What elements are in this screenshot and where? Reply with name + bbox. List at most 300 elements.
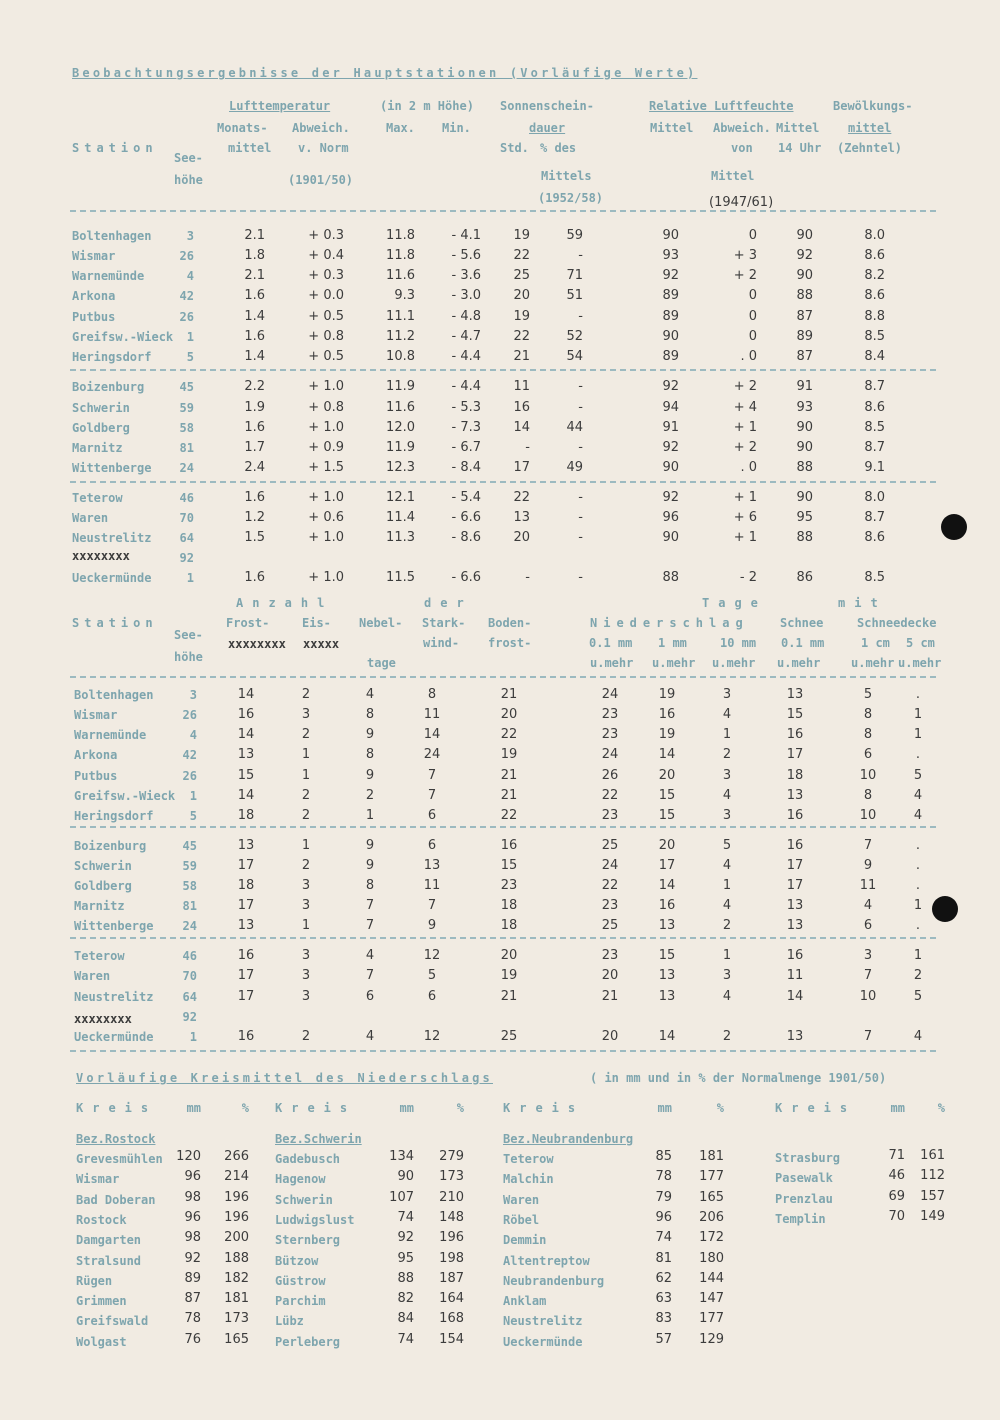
max-value: 11.8 [386, 248, 415, 263]
max-value: 10.8 [386, 349, 415, 364]
min-value: - 4.8 [451, 309, 481, 324]
kreis-mm-value: 84 [397, 1311, 414, 1326]
station-name: Waren [72, 511, 109, 525]
eistage-value: 2 [301, 687, 311, 702]
rf-mittel-value: 96 [662, 510, 679, 525]
kreis-mm-value: 134 [389, 1149, 414, 1164]
rf-14uhr-value: 88 [796, 288, 813, 303]
min-value: - 6.6 [451, 570, 481, 585]
rf-14uhr-value: 87 [796, 309, 813, 324]
kreis-pct-value: 181 [224, 1291, 249, 1306]
bewoelkung-value: 8.6 [864, 288, 885, 303]
starkwind-value: 12 [423, 1029, 441, 1044]
niederschlag-01-value: 23 [601, 707, 619, 722]
station-seehoehe: 58 [182, 879, 197, 893]
monatsmittel-value: 1.5 [244, 530, 265, 545]
rf-abweichung-value: 0 [748, 288, 757, 303]
rf-abweichung-value: + 2 [733, 440, 757, 455]
header-lufttemperatur: Lufttemperatur [229, 99, 331, 113]
niederschlag-1-value: 19 [658, 727, 676, 742]
header-abweichung: Abweich. [292, 121, 350, 135]
kreis-mm-value: 87 [184, 1291, 201, 1306]
abweichung-value: + 1.5 [308, 460, 344, 475]
kreis-name: Ueckermünde [503, 1335, 583, 1349]
kreis-name: Grevesmühlen [76, 1152, 163, 1166]
nebeltage-value: 2 [365, 788, 375, 803]
station-name: Marnitz [72, 441, 123, 455]
header-nebeltage: tage [367, 656, 396, 670]
punch-hole [941, 514, 967, 540]
kreis-name: Damgarten [76, 1233, 142, 1247]
schnee-01-value: 16 [786, 727, 804, 742]
schneedecke-5-value: . [915, 878, 921, 893]
kreis-col-header: Kreis [275, 1101, 357, 1115]
kreis-mm-value: 71 [888, 1148, 905, 1163]
niederschlag-01-value: 26 [601, 768, 619, 783]
header-n10-mm: 10 mm [720, 636, 757, 650]
station-seehoehe: 26 [179, 249, 194, 263]
niederschlag-01-value: 23 [601, 898, 619, 913]
nebeltage-value: 4 [365, 1029, 375, 1044]
kreis-mm-value: 74 [397, 1332, 414, 1347]
starkwind-value: 12 [423, 948, 441, 963]
eistage-value: 3 [301, 878, 311, 893]
station-seehoehe: 46 [179, 491, 194, 505]
schneedecke-1-value: 9 [863, 858, 873, 873]
nebeltage-value: 4 [365, 687, 375, 702]
sonnenschein-std: - [525, 570, 530, 585]
kreis-pct-value: 173 [439, 1169, 464, 1184]
bewoelkung-value: 8.7 [864, 379, 885, 394]
nebeltage-value: 8 [365, 747, 375, 762]
header-period-1952-58: (1952/58) [538, 191, 604, 205]
abweichung-value: + 0.6 [308, 510, 344, 525]
pct-col-header: % [241, 1101, 249, 1115]
station-name: Boizenburg [72, 380, 145, 394]
sonnenschein-std: 20 [513, 288, 530, 303]
dashed-divider [70, 1050, 936, 1052]
header-eis-crossed: xxxxx [303, 637, 340, 651]
schneedecke-5-value: . [915, 918, 921, 933]
nebeltage-value: 8 [365, 878, 375, 893]
rf-abweichung-value: + 1 [733, 530, 757, 545]
kreis-name: Neubrandenburg [503, 1274, 605, 1288]
rf-abweichung-value: - 2 [739, 570, 757, 585]
sonnenschein-pct: - [578, 248, 583, 263]
rf-mittel-value: 90 [662, 530, 679, 545]
kreis-name: Lübz [275, 1314, 304, 1328]
bodenfrost-value: 16 [500, 838, 518, 853]
header-n01-mm: 0.1 mm [589, 636, 633, 650]
starkwind-value: 14 [423, 727, 441, 742]
kreis-name: Parchim [275, 1294, 326, 1308]
monatsmittel-value: 1.8 [244, 248, 265, 263]
nebeltage-value: 9 [365, 858, 375, 873]
schneedecke-1-value: 7 [863, 1029, 873, 1044]
mm-col-header: mm [186, 1101, 201, 1115]
rf-mittel-value: 88 [662, 570, 679, 585]
niederschlag-10-value: 1 [722, 727, 732, 742]
eistage-value: 1 [301, 768, 311, 783]
pct-col-header: % [937, 1101, 945, 1115]
kreis-mm-value: 63 [655, 1291, 672, 1306]
niederschlag-10-value: 3 [722, 768, 732, 783]
monatsmittel-value: 1.2 [244, 510, 265, 525]
station-seehoehe: 1 [186, 571, 194, 585]
pct-col-header: % [456, 1101, 464, 1115]
header-pct-des: % des [540, 141, 577, 155]
header-monatsmittel: Monats- [217, 121, 268, 135]
station-name: xxxxxxxx [72, 549, 130, 563]
frosttage-value: 17 [237, 898, 255, 913]
kreis-pct-value: 165 [699, 1190, 724, 1205]
schneedecke-1-value: 7 [863, 838, 873, 853]
frosttage-value: 16 [237, 1029, 255, 1044]
header-seehoehe: See- [174, 151, 203, 165]
frosttage-value: 13 [237, 838, 255, 853]
bodenfrost-value: 21 [500, 768, 518, 783]
schneedecke-1-value: 8 [863, 707, 873, 722]
schneedecke-5-value: . [915, 687, 921, 702]
station-seehoehe: 1 [186, 330, 194, 344]
header-n1-umehr: u.mehr [652, 656, 696, 670]
niederschlag-1-value: 15 [658, 788, 676, 803]
min-value: - 5.4 [451, 490, 481, 505]
rf-14uhr-value: 87 [796, 349, 813, 364]
nebeltage-value: 7 [365, 898, 375, 913]
kreis-mm-value: 88 [397, 1271, 414, 1286]
rf-mittel-value: 93 [662, 248, 679, 263]
starkwind-value: 7 [427, 768, 437, 783]
starkwind-value: 8 [427, 687, 437, 702]
starkwind-value: 9 [427, 918, 437, 933]
sonnenschein-std: 17 [513, 460, 530, 475]
kreis-mm-value: 96 [184, 1169, 201, 1184]
bodenfrost-value: 23 [500, 878, 518, 893]
sonnenschein-std: 22 [513, 248, 530, 263]
dashed-divider [70, 937, 936, 939]
schnee-01-value: 13 [786, 788, 804, 803]
station-name: Boizenburg [74, 839, 147, 853]
kreis-pct-value: 181 [699, 1149, 724, 1164]
kreis-name: Schwerin [275, 1193, 333, 1207]
sonnenschein-std: 25 [513, 268, 530, 283]
kreis-pct-value: 129 [699, 1332, 724, 1347]
rf-abweichung-value: + 2 [733, 268, 757, 283]
header-in-2m-hoehe: (in 2 m Höhe) [380, 99, 474, 113]
abweichung-value: + 0.5 [308, 349, 344, 364]
schnee-01-value: 17 [786, 747, 804, 762]
kreis-mm-value: 98 [184, 1230, 201, 1245]
kreis-mm-value: 92 [184, 1251, 201, 1266]
niederschlag-1-value: 17 [658, 858, 676, 873]
station-name: Goldberg [72, 421, 130, 435]
kreis-name: Wolgast [76, 1335, 127, 1349]
kreis-subtitle: ( in mm und in % der Normalmenge 1901/50) [590, 1071, 887, 1085]
niederschlag-10-value: 2 [722, 747, 732, 762]
sonnenschein-pct: 52 [566, 329, 583, 344]
rf-14uhr-value: 90 [796, 228, 813, 243]
abweichung-value: + 0.9 [308, 440, 344, 455]
niederschlag-10-value: 3 [722, 968, 732, 983]
eistage-value: 3 [301, 989, 311, 1004]
sonnenschein-std: 16 [513, 400, 530, 415]
niederschlag-1-value: 20 [658, 838, 676, 853]
schneedecke-1-value: 3 [863, 948, 873, 963]
niederschlag-10-value: 2 [722, 918, 732, 933]
schneedecke-1-value: 4 [863, 898, 873, 913]
kreis-mm-value: 79 [655, 1190, 672, 1205]
schnee-01-value: 17 [786, 878, 804, 893]
header-s01-mm: 0.1 mm [781, 636, 825, 650]
station-name: Wittenberge [74, 919, 154, 933]
station-name: Ueckermünde [72, 571, 152, 585]
station-seehoehe: 70 [179, 511, 194, 525]
header-dauer: dauer [529, 121, 566, 135]
page-title: Beobachtungsergebnisse der Hauptstationen (Vorläufige Werte) [72, 66, 698, 80]
kreis-mm-value: 78 [655, 1169, 672, 1184]
bewoelkung-value: 8.0 [864, 228, 885, 243]
nebeltage-value: 7 [365, 968, 375, 983]
station-seehoehe: 1 [189, 1030, 197, 1044]
station-name: Greifsw.-Wieck [72, 330, 174, 344]
kreis-name: Greifswald [76, 1314, 149, 1328]
kreis-mm-value: 107 [389, 1190, 414, 1205]
header-std: Std. [500, 141, 529, 155]
schneedecke-1-value: 8 [863, 788, 873, 803]
niederschlag-10-value: 4 [722, 989, 732, 1004]
station-name: Warnemünde [72, 269, 145, 283]
header-schneedecke: Schneedecke [857, 616, 937, 630]
frosttage-value: 16 [237, 707, 255, 722]
rf-mittel-value: 90 [662, 460, 679, 475]
kreis-mm-value: 81 [655, 1251, 672, 1266]
max-value: 11.9 [386, 440, 415, 455]
niederschlag-1-value: 15 [658, 808, 676, 823]
station-seehoehe: 26 [179, 310, 194, 324]
niederschlag-1-value: 15 [658, 948, 676, 963]
bezirk-label: Bez.Schwerin [275, 1132, 362, 1146]
eistage-value: 3 [301, 707, 311, 722]
kreis-pct-value: 266 [224, 1149, 249, 1164]
schneedecke-5-value: . [915, 747, 921, 762]
bodenfrost-value: 21 [500, 989, 518, 1004]
frosttage-value: 14 [237, 727, 255, 742]
niederschlag-10-value: 4 [722, 898, 732, 913]
bezirk-label: Bez.Rostock [76, 1132, 156, 1146]
kreis-pct-value: 196 [439, 1230, 464, 1245]
header-tage: Tage [702, 596, 767, 610]
kreis-name: Bad Doberan [76, 1193, 156, 1207]
schneedecke-1-value: 5 [863, 687, 873, 702]
schneedecke-5-value: 5 [913, 768, 923, 783]
kreis-mm-value: 57 [655, 1332, 672, 1347]
eistage-value: 3 [301, 948, 311, 963]
niederschlag-01-value: 20 [601, 968, 619, 983]
nebeltage-value: 9 [365, 838, 375, 853]
kreis-name: Ludwigslust [275, 1213, 355, 1227]
frosttage-value: 17 [237, 858, 255, 873]
station-name: xxxxxxxx [74, 1012, 132, 1026]
frosttage-value: 14 [237, 687, 255, 702]
niederschlag-01-value: 25 [601, 918, 619, 933]
eistage-value: 1 [301, 747, 311, 762]
max-value: 12.0 [386, 420, 415, 435]
rf-14uhr-value: 90 [796, 420, 813, 435]
kreis-pct-value: 144 [699, 1271, 724, 1286]
station-seehoehe: 26 [182, 769, 197, 783]
kreis-pct-value: 180 [699, 1251, 724, 1266]
header-der: der [424, 596, 473, 610]
bodenfrost-value: 15 [500, 858, 518, 873]
header-rf-mittel-14: Mittel [776, 121, 820, 135]
niederschlag-01-value: 23 [601, 808, 619, 823]
mm-col-header: mm [657, 1101, 672, 1115]
sonnenschein-pct: 49 [566, 460, 583, 475]
schnee-01-value: 18 [786, 768, 804, 783]
abweichung-value: + 0.8 [308, 400, 344, 415]
monatsmittel-value: 2.1 [244, 228, 265, 243]
kreis-mm-value: 85 [655, 1149, 672, 1164]
header-rf-von: von [731, 141, 753, 155]
sonnenschein-pct: - [578, 570, 583, 585]
sonnenschein-pct: 51 [566, 288, 583, 303]
niederschlag-10-value: 1 [722, 878, 732, 893]
kreis-name: Altentreptow [503, 1254, 590, 1268]
sonnenschein-std: 19 [513, 228, 530, 243]
frosttage-value: 15 [237, 768, 255, 783]
header-sonnenschein: Sonnenschein- [500, 99, 594, 113]
station-name: Wismar [72, 249, 116, 263]
niederschlag-01-value: 25 [601, 838, 619, 853]
schnee-01-value: 16 [786, 948, 804, 963]
header-frost-crossed: xxxxxxxx [228, 637, 286, 651]
niederschlag-01-value: 23 [601, 727, 619, 742]
eistage-value: 3 [301, 968, 311, 983]
header-stark: Stark- [422, 616, 466, 630]
kreis-title: Vorläufige Kreismittel des Niederschlags [76, 1071, 493, 1085]
kreis-mm-value: 62 [655, 1271, 672, 1286]
rf-abweichung-value: + 4 [733, 400, 757, 415]
frosttage-value: 17 [237, 989, 255, 1004]
bodenfrost-value: 22 [500, 808, 518, 823]
header-rf-mittel: Mittel [650, 121, 694, 135]
monatsmittel-value: 1.4 [244, 309, 265, 324]
abweichung-value: + 0.0 [308, 288, 344, 303]
rf-mittel-value: 92 [662, 440, 679, 455]
bodenfrost-value: 18 [500, 898, 518, 913]
header-mit: mit [838, 596, 887, 610]
rf-mittel-value: 92 [662, 490, 679, 505]
station-seehoehe: 4 [186, 269, 194, 283]
monatsmittel-value: 2.2 [244, 379, 265, 394]
kreis-name: Hagenow [275, 1172, 326, 1186]
niederschlag-10-value: 3 [722, 687, 732, 702]
station-seehoehe: 5 [189, 809, 197, 823]
monatsmittel-value: 1.9 [244, 400, 265, 415]
niederschlag-1-value: 14 [658, 1029, 676, 1044]
bewoelkung-value: 8.4 [864, 349, 885, 364]
rf-abweichung-value: . 0 [740, 349, 757, 364]
sonnenschein-pct: - [578, 440, 583, 455]
kreis-pct-value: 210 [439, 1190, 464, 1205]
sonnenschein-std: 19 [513, 309, 530, 324]
schnee-01-value: 13 [786, 1029, 804, 1044]
rf-14uhr-value: 90 [796, 490, 813, 505]
header-max: Max. [386, 121, 415, 135]
niederschlag-01-value: 23 [601, 948, 619, 963]
monatsmittel-value: 1.7 [244, 440, 265, 455]
kreis-name: Perleberg [275, 1335, 341, 1349]
schnee-01-value: 15 [786, 707, 804, 722]
bewoelkung-value: 8.7 [864, 440, 885, 455]
nebeltage-value: 9 [365, 768, 375, 783]
rf-mittel-value: 90 [662, 228, 679, 243]
station-seehoehe: 24 [182, 919, 197, 933]
sonnenschein-std: 21 [513, 349, 530, 364]
bewoelkung-value: 8.0 [864, 490, 885, 505]
station-seehoehe: 92 [179, 551, 194, 565]
schneedecke-1-value: 8 [863, 727, 873, 742]
kreis-pct-value: 149 [920, 1209, 945, 1224]
schneedecke-5-value: . [915, 838, 921, 853]
rf-14uhr-value: 92 [796, 248, 813, 263]
kreis-pct-value: 165 [224, 1332, 249, 1347]
kreis-pct-value: 200 [224, 1230, 249, 1245]
bezirk-label: Bez.Neubrandenburg [503, 1132, 634, 1146]
header-frost: Frost- [226, 616, 270, 630]
station-name: Schwerin [74, 859, 132, 873]
frosttage-value: 14 [237, 788, 255, 803]
niederschlag-01-value: 24 [601, 747, 619, 762]
max-value: 11.6 [386, 268, 415, 283]
kreis-name: Güstrow [275, 1274, 326, 1288]
monatsmittel-value: 1.4 [244, 349, 265, 364]
bodenfrost-value: 19 [500, 968, 518, 983]
rf-mittel-value: 89 [662, 309, 679, 324]
niederschlag-10-value: 4 [722, 707, 732, 722]
kreis-mm-value: 83 [655, 1311, 672, 1326]
niederschlag-10-value: 5 [722, 838, 732, 853]
header-rf-mittel-2: Mittel [711, 169, 755, 183]
rf-abweichung-value: + 3 [733, 248, 757, 263]
header-anzahl: Anzahl [236, 596, 334, 610]
kreis-pct-value: 279 [439, 1149, 464, 1164]
kreis-name: Waren [503, 1193, 540, 1207]
schnee-01-value: 13 [786, 918, 804, 933]
bewoelkung-value: 8.5 [864, 570, 885, 585]
abweichung-value: + 0.8 [308, 329, 344, 344]
punch-hole [932, 896, 958, 922]
station-seehoehe: 59 [182, 859, 197, 873]
rf-14uhr-value: 88 [796, 530, 813, 545]
station-name: Ueckermünde [74, 1030, 154, 1044]
header-sd1-cm: 1 cm [861, 636, 890, 650]
rf-14uhr-value: 90 [796, 268, 813, 283]
rf-14uhr-value: 93 [796, 400, 813, 415]
kreis-name: Wismar [76, 1172, 120, 1186]
starkwind-value: 11 [423, 878, 441, 893]
max-value: 11.9 [386, 379, 415, 394]
dashed-divider [70, 826, 936, 828]
min-value: - 6.6 [451, 510, 481, 525]
max-value: 11.4 [386, 510, 415, 525]
header-frost-2: frost- [488, 636, 532, 650]
kreis-pct-value: 157 [920, 1189, 945, 1204]
station-seehoehe: 81 [182, 899, 197, 913]
bewoelkung-value: 8.6 [864, 400, 885, 415]
header-sd1-umehr: u.mehr [851, 656, 895, 670]
